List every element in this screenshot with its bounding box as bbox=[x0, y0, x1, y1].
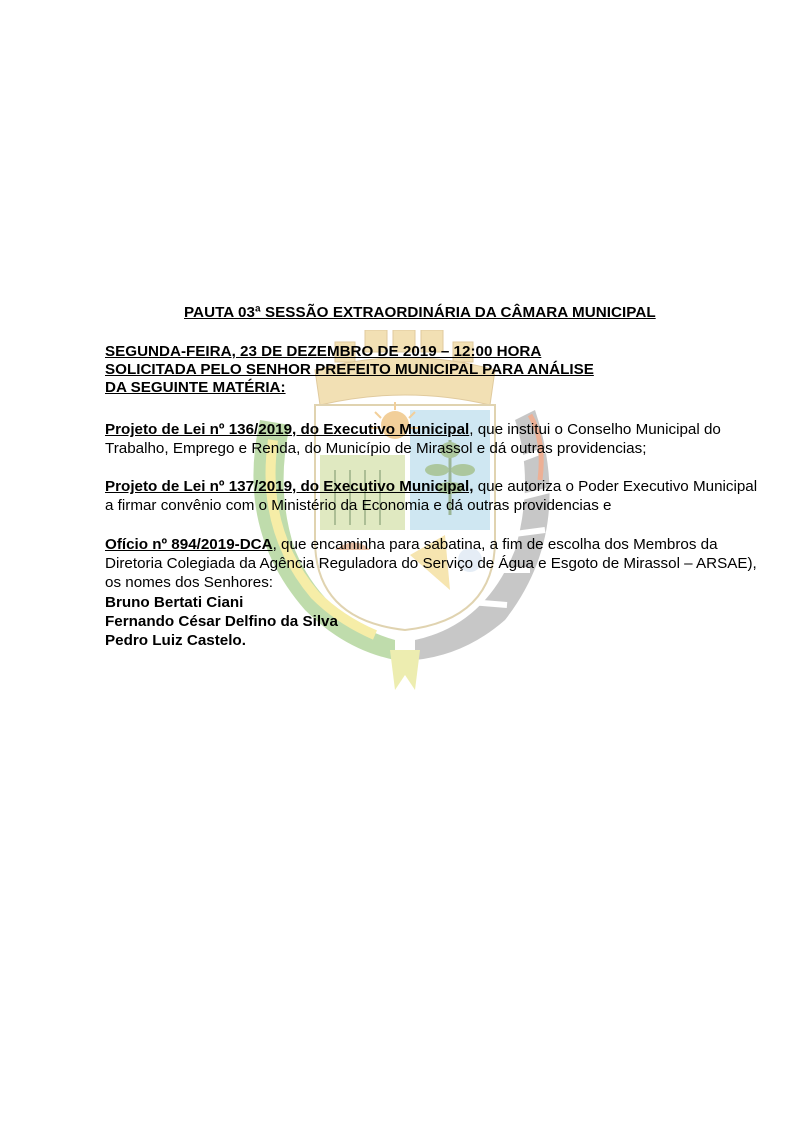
nominee-name: Bruno Bertati Ciani bbox=[105, 594, 244, 611]
agenda-item-text: , que institui o Conselho Municipal do Trabalho, Emprego e Renda, do Município de Mirassol e dá outras providencias; bbox=[105, 421, 721, 457]
agenda-item bbox=[105, 535, 765, 592]
session-request: SOLICITADA PELO SENHOR PREFEITO MUNICIPAL PARA ANÁLISE bbox=[105, 361, 594, 378]
agenda-item-title: Projeto de Lei nº 137/2019, do Executivo Municipal, bbox=[105, 478, 474, 495]
page-title: PAUTA 03ª SESSÃO EXTRAORDINÁRIA DA CÂMARA MUNICIPAL bbox=[184, 304, 656, 321]
session-header bbox=[105, 343, 594, 397]
agenda-item-title: Projeto de Lei nº 136/2019, do Executivo Municipal bbox=[105, 421, 470, 438]
nominee-name: Fernando César Delfino da Silva bbox=[105, 613, 338, 630]
agenda-item-text: que autoriza o Poder Executivo Municipal a firmar convênio com o Ministério da Economia e dá outras providencias e bbox=[105, 478, 758, 514]
nominee-list bbox=[105, 593, 338, 650]
session-date: SEGUNDA-FEIRA, 23 DE DEZEMBRO DE 2019 – 12:00 HORA bbox=[105, 343, 542, 360]
agenda-item-text: , que encaminha para sabatina, a fim de escolha dos Membros da Diretoria Colegiada da Agência Reguladora do Serviço de Água e Esgoto de Mirassol – ARSAE), os nomes dos Senhores: bbox=[105, 536, 757, 591]
agenda-item-title: Ofício nº 894/2019-DCA bbox=[105, 536, 273, 553]
agenda-item bbox=[105, 477, 765, 515]
agenda-item bbox=[105, 420, 765, 458]
nominee-name: Pedro Luiz Castelo. bbox=[105, 632, 246, 649]
session-matter: DA SEGUINTE MATÉRIA: bbox=[105, 379, 286, 396]
